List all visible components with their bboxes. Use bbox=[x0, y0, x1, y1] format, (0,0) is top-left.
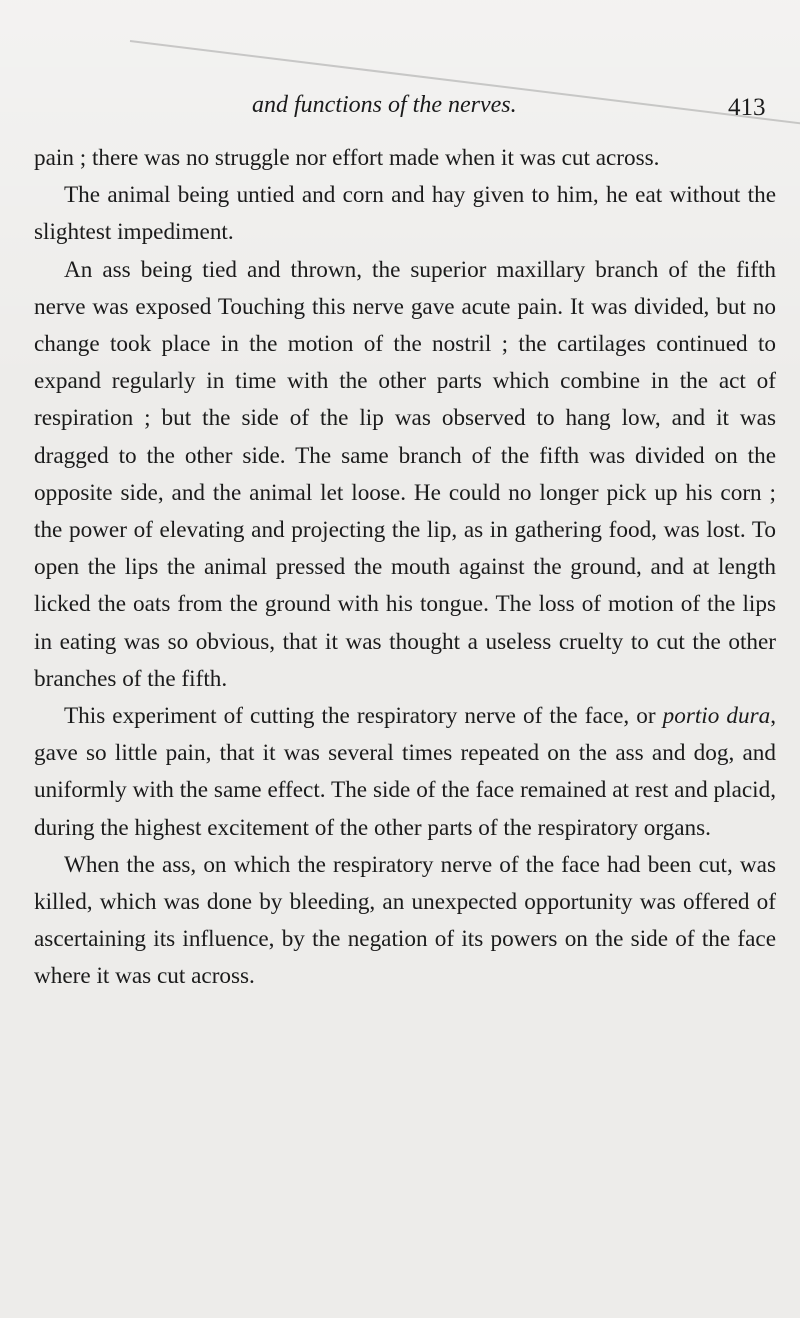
paragraph-5: When the ass, on which the respiratory nerve of the face had been cut, was killed, which was done by bleeding, an unexpected opportunity was offered of ascertaining its influence, by the negation of its powers on the side of the face where it was cut across. bbox=[34, 851, 776, 990]
paragraph-1: pain ; there was no struggle nor effort made when it was cut across. bbox=[34, 145, 660, 171]
paragraph-3: An ass being tied and thrown, the superior maxillary branch of the fifth nerve was exposed Touching this nerve gave acute pain. It was divided, but no change took place in the motion of the nostril ; the cartilages continued to expand regularly in time with the other parts which combine in the act of respiration ; but the side of the lip was observed to hang low, and it was dragged to the other side. The same branch of the fifth was divided on the opposite side, and the animal let loose. He could no longer pick up his corn ; the power of elevating and projecting the lip, as in gathering food, was lost. To open the lips the animal pressed the mouth against the ground, and at length licked the oats from the ground with his tongue. The loss of motion of the lips in eating was so obvious, that it was thought a useless cruelty to cut the other branches of the fifth. bbox=[34, 256, 776, 692]
running-title: and functions of the nerves. bbox=[252, 92, 517, 118]
paragraph-4-text-after: , gave so little pain, that it was several times repeated on the ass and dog, and uniformly with the same effect. The side of the face remained at rest and placid, during the highest excitement of the other parts of the respiratory organs. bbox=[34, 703, 776, 841]
paragraph-2: The animal being untied and corn and hay given to him, he eat without the slightest impediment. bbox=[34, 182, 776, 246]
page-number: 413 bbox=[728, 94, 766, 121]
paragraph-4-text-before: This experiment of cutting the respiratory nerve of the face, or bbox=[64, 703, 663, 730]
paragraph-4-italic-term: portio dura bbox=[662, 703, 771, 730]
page-header bbox=[0, 92, 800, 132]
body-text bbox=[34, 140, 776, 996]
paragraph-4 bbox=[34, 698, 776, 847]
